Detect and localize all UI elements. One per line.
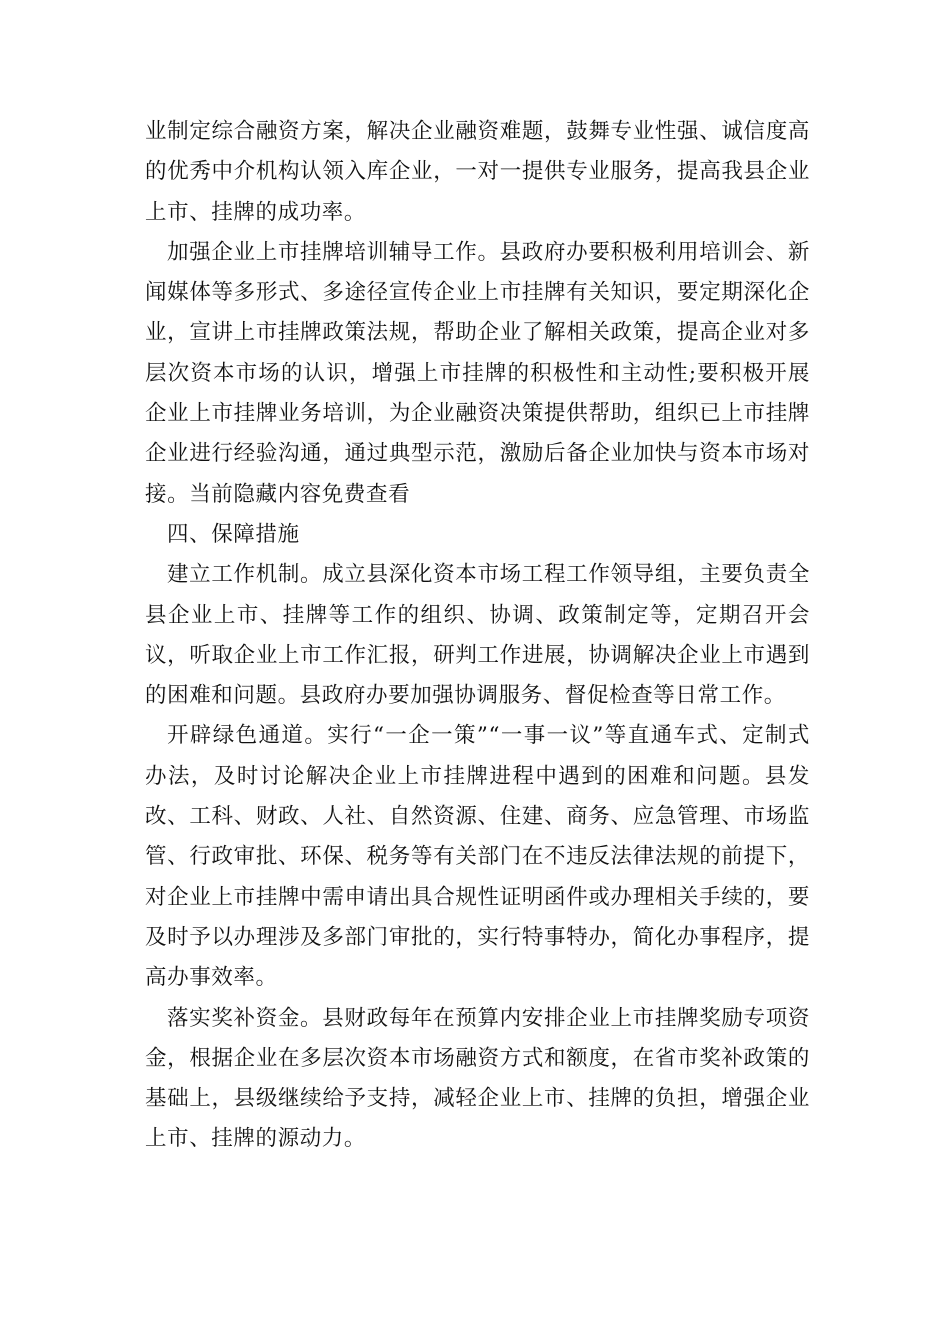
section-heading-safeguards: 四、保障措施 — [167, 521, 300, 547]
paragraph-training: 加强企业上市挂牌培训辅导工作。县政府办要积极利用培训会、新闻媒体等多形式、多途径宣传企业上市挂牌有关知识，要定期深化企业，宣讲上市挂牌政策法规，帮助企业了解相关政策，提高企业对多层次资本市场的认识，增强上市挂牌的积极性和主动性;要积极开展企业上市挂牌业务培训，为企业融资决策提供帮助，组织已上市挂牌企业进行经验沟通，通过典型示范，激励后备企业加快与资本市场对接。当前隐藏内容免费查看 — [145, 239, 810, 507]
paragraph-green-channel: 开辟绿色通道。实行“一企一策”“一事一议”等直通车式、定制式办法，及时讨论解决企业上市挂牌进程中遇到的困难和问题。县发改、工科、财政、人社、自然资源、住建、商务、应急管理、市场监管、行政审批、环保、税务等有关部门在不违反法律法规的前提下，对企业上市挂牌中需申请出具合规性证明函件或办理相关手续的，要及时予以办理涉及多部门审批的，实行特事特办，简化办事程序，提高办事效率。 — [145, 723, 810, 991]
paragraph-subsidy: 落实奖补资金。县财政每年在预算内安排企业上市挂牌奖励专项资金，根据企业在多层次资本市场融资方式和额度，在省市奖补政策的基础上，县级继续给予支持，减轻企业上市、挂牌的负担，增强企业上市、挂牌的源动力。 — [145, 1005, 810, 1152]
paragraph-mechanism: 建立工作机制。成立县深化资本市场工程工作领导组，主要负责全县企业上市、挂牌等工作的组织、协调、政策制定等，定期召开会议，听取企业上市工作汇报，研判工作进展，协调解决企业上市遇到的困难和问题。县政府办要加强协调服务、督促检查等日常工作。 — [145, 562, 810, 709]
paragraph-continuation: 业制定综合融资方案，解决企业融资难题，鼓舞专业性强、诚信度高的优秀中介机构认领入库企业，一对一提供专业服务，提高我县企业上市、挂牌的成功率。 — [145, 119, 810, 225]
document-body — [145, 112, 810, 1160]
